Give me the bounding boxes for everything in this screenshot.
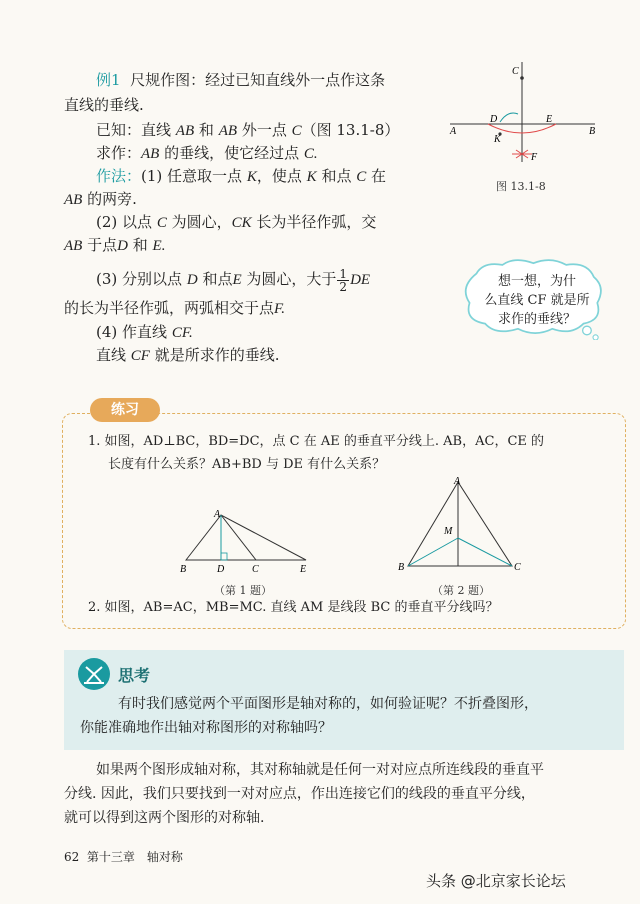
fig1-label-D: D xyxy=(217,564,225,575)
fig2-label-B: B xyxy=(398,562,405,573)
example-title-line2: 直线的垂线. xyxy=(64,96,144,114)
fig1-label-A: A xyxy=(214,509,221,520)
conclusion-line: 直线 CF 就是所求作的垂线. xyxy=(96,346,280,364)
exercise-figure-2 xyxy=(396,474,526,578)
method-label: 作法： xyxy=(96,167,142,185)
thought-cloud-text: 想一想，为什 么直线 CF 就是所 求作的垂线？ xyxy=(484,274,590,327)
step2-line1: (2) 以点 C 为圆心，CK 长为半径作弧，交 xyxy=(96,213,377,231)
body-line2: 分线. 因此，我们只要找到一对对应点，作出连接它们的线段的垂直平分线， xyxy=(64,786,535,802)
step1-line2: AB 的两旁. xyxy=(64,190,137,208)
exercise-tab: 练习 xyxy=(90,398,160,422)
fig-label-B: B xyxy=(589,126,596,137)
exercise-figure-1-caption: （第 1 题） xyxy=(214,584,272,597)
figure-13-1-8-caption: 图 13.1-8 xyxy=(496,180,546,193)
fig-label-F: F xyxy=(531,152,538,163)
chapter-title: 第十三章 轴对称 xyxy=(86,850,183,864)
fig-label-C: C xyxy=(512,66,519,77)
fig1-label-B: B xyxy=(180,564,187,575)
body-line1: 如果两个图形成轴对称，其对称轴就是任何一对对应点所连线段的垂直平 xyxy=(96,762,544,778)
page-footer xyxy=(64,848,183,865)
seek-line: 求作：AB 的垂线，使它经过点 C. xyxy=(96,144,318,162)
figure-13-1-8 xyxy=(440,50,610,175)
step1-line1: 作法：(1) 任意取一点 K，使点 K 和点 C 在 xyxy=(96,167,387,185)
watermark: 头条 @北京家长论坛 xyxy=(426,872,566,890)
think-line2: 你能准确地作出轴对称图形的对称轴吗？ xyxy=(80,720,332,736)
fig1-label-E: E xyxy=(300,564,307,575)
think-title: 思考 xyxy=(118,666,151,685)
page-number: 62 xyxy=(64,850,80,864)
fig-label-K: K xyxy=(494,134,501,145)
fig2-label-C: C xyxy=(514,562,521,573)
exercise-figure-2-caption: （第 2 题） xyxy=(432,584,490,597)
body-line3: 就可以得到这两个图形的对称轴. xyxy=(64,810,265,826)
example-title-line1: 例1 尺规作图：经过已知直线外一点作这条 xyxy=(96,71,386,89)
fig-label-A: A xyxy=(450,126,457,137)
exercise-q1-line1: 1. 如图，AD⊥BC，BD=DC，点 C 在 AE 的垂直平分线上. AB，AC，CE 的 xyxy=(88,434,545,449)
fig1-label-C: C xyxy=(252,564,259,575)
exercise-figure-1 xyxy=(176,505,316,577)
step2-line2: AB 于点D 和 E. xyxy=(64,236,166,254)
exercise-q1-line2: 长度有什么关系？AB+BD 与 DE 有什么关系？ xyxy=(108,457,386,472)
think-icon xyxy=(78,658,110,690)
fig2-label-A: A xyxy=(454,476,461,487)
fig-label-D: D xyxy=(490,114,498,125)
step4-line: (4) 作直线 CF. xyxy=(96,323,193,341)
step3-line2: 的长为半径作弧，两弧相交于点F. xyxy=(64,299,285,317)
step3-line1: (3) 分别以点 D 和点E 为圆心，大于 $\frac{1}{2}$ DE xyxy=(96,266,371,294)
fraction-one-half: $\frac{1}{2}$ xyxy=(339,266,348,294)
fig-label-E: E xyxy=(546,114,553,125)
example-label: 例1 xyxy=(96,71,121,89)
exercise-q2: 2. 如图，AB=AC，MB=MC. 直线 AM 是线段 BC 的垂直平分线吗？ xyxy=(88,600,499,615)
think-line1: 有时我们感觉两个平面图形是轴对称的，如何验证呢？不折叠图形， xyxy=(118,696,538,712)
given-line: 已知：直线 AB 和 AB 外一点 C（图 13.1-8） xyxy=(96,121,400,139)
fig2-label-M: M xyxy=(444,526,453,537)
